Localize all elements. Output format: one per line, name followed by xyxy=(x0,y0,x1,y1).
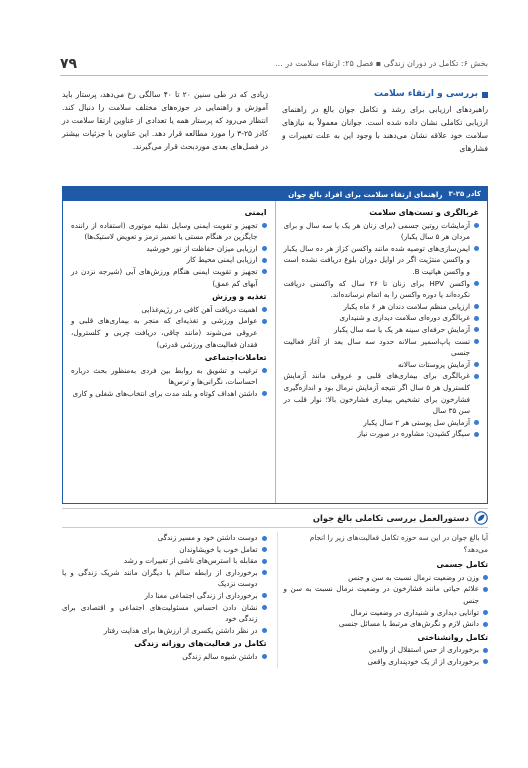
bullet-icon xyxy=(483,659,488,664)
list-item-text: در نظر داشتن یکسری از ارزش‌ها برای هدایت رفتار xyxy=(103,625,258,635)
box-right-column xyxy=(275,201,488,503)
list-item-text: تجهیز و تقویت ایمنی هنگام ورزش‌های آبی (شیرجه نزدن در آبهای کم عمق) xyxy=(71,266,258,288)
list-item xyxy=(62,532,267,544)
running-head: بخش ۶: تکامل در دوران زندگی ▪ فصل ۲۵: ارتقاء سلامت در ... xyxy=(275,59,488,68)
page-number: ۷۹ xyxy=(60,55,78,72)
list-item xyxy=(62,651,267,663)
list-item xyxy=(284,243,480,278)
list-item-text: آزمایشات روتین جسمی (برای زنان هر یک یا سه سال و برای مردان هر ۵ سال یکبار) xyxy=(283,220,470,242)
psych-continued-list xyxy=(62,532,267,636)
list-item xyxy=(62,590,267,602)
health-promotion-left-column xyxy=(62,88,268,155)
bullet-icon xyxy=(262,605,267,610)
nutrition-list xyxy=(71,304,267,350)
list-item-text: غربالگری برای بیماری‌های قلبی و عروقی مانند آزمایش کلسترول هر ۵ سال اگر نتیجه آزمایش نرمال بود و اندازه‌گیری فشارخون برای تشخیص بیماری فشارخون بالا؛ نوار قلب در سن ۳۵ سال xyxy=(283,371,470,416)
box-body xyxy=(63,201,487,503)
list-item xyxy=(62,567,267,590)
list-item xyxy=(284,359,480,371)
list-item-text: دانش لازم و نگرش‌های مرتبط با مسائل جنسی xyxy=(338,619,479,629)
bullet-icon xyxy=(262,559,267,564)
bullet-icon xyxy=(483,648,488,653)
bullet-icon xyxy=(262,246,267,251)
list-item-text: آزمایش پروستات سالانه xyxy=(398,359,470,369)
leaf-icon xyxy=(474,511,488,525)
bullet-icon xyxy=(262,654,267,659)
list-item-text: عوامل ورزشی و تغذیه‌ای که منجر به بیماری‌های قلبی و عروقی می‌شوند (مانند چاقی، دریافت چربی و کلسترول، فقدان فعالیت‌های ورزشی قدرتی) xyxy=(71,316,258,349)
psych-list xyxy=(284,644,489,667)
physical-list xyxy=(284,572,489,630)
bullet-icon xyxy=(262,223,267,228)
list-item xyxy=(284,607,489,619)
list-item xyxy=(71,388,267,400)
list-item xyxy=(71,266,267,289)
bullet-icon xyxy=(474,223,479,228)
box-caption xyxy=(63,187,487,201)
guide-right-column xyxy=(277,532,489,668)
list-item-text: برخورداری از حس استقلال از والدین xyxy=(368,645,479,655)
bullet-icon xyxy=(474,362,479,367)
list-item xyxy=(71,315,267,350)
list-item-text: سیگار کشیدن: مشاوره در صورت نیاز xyxy=(357,429,470,439)
safety-list xyxy=(71,220,267,290)
guide-title: دستورالعمل بررسی تکاملی بالغ جوان xyxy=(312,513,469,523)
square-bullet-icon xyxy=(482,92,488,98)
group-title: تکامل جسمی xyxy=(436,560,488,570)
bullet-icon xyxy=(262,258,267,263)
health-promotion-right-column xyxy=(282,88,488,155)
bullet-icon xyxy=(262,536,267,541)
daily-list xyxy=(62,651,267,663)
list-item-text: آزمایش حرفه‌ای سینه هر یک یا سه سال یکبار xyxy=(334,324,470,334)
bullet-icon xyxy=(262,307,267,312)
list-item-text: ارزیابی ایمنی محیط کار xyxy=(186,255,258,265)
list-item xyxy=(284,417,480,429)
section-heading-text: بررسی و ارتقاء سلامت xyxy=(374,89,478,99)
list-item xyxy=(284,370,480,416)
bullet-icon xyxy=(262,319,267,324)
group-title: تکامل در فعالیت‌های روزانه زندگی xyxy=(134,639,267,649)
list-item-text: وزن در وضعیت نرمال نسبت به سن و جنس xyxy=(348,572,479,582)
group-title: غربالگری و تست‌های سلامت xyxy=(369,208,479,217)
bullet-icon xyxy=(262,570,267,575)
list-item xyxy=(62,625,267,637)
list-item xyxy=(284,572,489,584)
bullet-icon xyxy=(474,327,479,332)
body-paragraph: راهبردهای ارزیابی برای رشد و تکامل جوان بالغ در راهنمای ارزیابی تکاملی نشان داده شده است. جوانان معمولاً به نیازهای سلامت خود علاقه نشان می‌دهند با وجود این به علت تغییرات و فشارهای xyxy=(282,105,488,153)
box-left-column xyxy=(63,201,275,503)
list-item xyxy=(284,644,489,656)
list-item-text: اهمیت دریافت آهن کافی در رژیم‌غذایی xyxy=(141,304,258,314)
bullet-icon xyxy=(474,246,479,251)
list-item-text: علائم حیاتی مانند فشارخون در وضعیت نرمال نسبت به سن و جنس xyxy=(283,584,479,605)
body-paragraph: زیادی که در طی سنین ۲۰ تا ۴۰ سالگی رخ می‌دهد، پرستار باید آموزش و راهنمایی در حوزه‌های مختلف سلامت را دنبال کند. انتظار می‌رود که پرستار همه یا تعدادی از عناوین ارتقا سلامت در کادر ۲۵-۳ را مورد مطالعه قرار دهد. این عناوین با جزئیات بیشتر در فصل‌های بعدی موردبحث قرار می‌گیرند. xyxy=(62,90,268,151)
list-item-text: واکسن HPV برای زنان تا ۲۶ سال که واکسنی دریافت نکرده‌اند یا دوره واکسن را به اتمام نرسانده‌اند. xyxy=(283,278,471,300)
list-item xyxy=(284,618,489,630)
list-item xyxy=(71,254,267,266)
list-item-text: مقابله با استرس‌های ناشی از تغییرات و رشد xyxy=(123,556,258,566)
list-item-text: داشتن شیوه سالم زندگی xyxy=(182,651,258,661)
guide-intro: آیا بالغ جوان در این سه حوزه تکامل فعالیت‌های زیر را انجام می‌دهد؟ xyxy=(309,533,488,554)
bullet-icon xyxy=(483,575,488,580)
group-title: تکامل روانشناختی xyxy=(417,632,488,642)
list-item xyxy=(284,583,489,606)
bullet-icon xyxy=(474,304,479,309)
guide-title-row xyxy=(62,508,488,528)
bullet-icon xyxy=(262,593,267,598)
health-promotion-section xyxy=(62,88,488,155)
list-item xyxy=(71,243,267,255)
bullet-icon xyxy=(483,587,488,592)
bullet-icon xyxy=(474,420,479,425)
group-title: تغذیه و ورزش xyxy=(212,292,267,302)
list-item xyxy=(284,301,480,313)
bullet-icon xyxy=(262,269,267,274)
group-title: ایمنی xyxy=(244,208,267,217)
list-item-text: غربالگری دوره‌ای سلامت دیداری و شنیداری xyxy=(339,313,470,323)
list-item-text: برخورداری از از یک خودپنداری واقعی xyxy=(367,656,479,666)
page-header xyxy=(60,52,488,76)
list-item xyxy=(284,220,480,243)
bullet-icon xyxy=(474,374,479,379)
list-item xyxy=(71,220,267,243)
health-promotion-box xyxy=(62,186,488,504)
list-item xyxy=(284,336,480,359)
list-item-text: ایمن‌سازی‌های توصیه شده مانند واکسن کزاز هر ده سال یکبار و واکسن منتژیت اگر در اوایل دوران بلوغ دریافت نشده است و واکسن هپاتیت B. xyxy=(283,243,470,276)
list-item xyxy=(284,278,480,301)
bullet-icon xyxy=(262,391,267,396)
screening-list xyxy=(284,220,480,440)
list-item-text: ارزیابی میزان حفاظت از نور خورشید xyxy=(146,243,258,253)
list-item-text: تجهیز و تقویت ایمنی وسایل نقلیه موتوری (استفاده از راننده جایگزین در هنگام مستی یا تعمیر ترمز و تعویض لاستیک‌ها) xyxy=(71,220,258,242)
bullet-icon xyxy=(474,281,479,286)
bullet-icon xyxy=(474,432,479,437)
box-number: کادر ۲۵-۳ xyxy=(448,190,481,198)
list-item xyxy=(284,312,480,324)
list-item xyxy=(284,428,480,440)
list-item-text: برخورداری از زندگی اجتماعی معنا دار xyxy=(144,590,258,600)
list-item-text: تعامل خوب با خویشاوندان xyxy=(179,544,258,554)
list-item-text: آزمایش سل پوستی هر ۲ سال یکبار xyxy=(363,417,470,427)
list-item-text: تست پاپ‌اسمیر سالانه حدود سه سال بعد از آغاز فعالیت جنسی xyxy=(283,336,470,358)
bullet-icon xyxy=(483,622,488,627)
bullet-icon xyxy=(262,368,267,373)
list-item-text: نشان دادن احساس مسئولیت‌های اجتماعی و اقتصادی برای زندگی خود xyxy=(62,602,258,624)
list-item xyxy=(62,544,267,556)
list-item-text: داشتن اهداف کوتاه و بلند مدت برای انتخاب‌های شغلی و کاری xyxy=(72,388,258,398)
list-item xyxy=(284,656,489,668)
bullet-icon xyxy=(474,339,479,344)
section-heading xyxy=(282,88,488,101)
list-item xyxy=(62,602,267,625)
development-guide xyxy=(62,532,488,668)
social-list xyxy=(71,365,267,400)
list-item xyxy=(71,365,267,388)
list-item-text: توانایی دیداری و شنیداری در وضعیت نرمال xyxy=(350,607,479,617)
bullet-icon xyxy=(483,610,488,615)
list-item xyxy=(71,304,267,316)
group-title: تعاملات‌اجتماعی xyxy=(204,353,267,363)
list-item-text: ارزیابی منظم سلامت دندان هر ۶ ماه یکبار xyxy=(343,301,470,311)
list-item-text: ترغیب و تشویق به روابط بین فردی به‌منظور بحث درباره احساسات، نگرانی‌ها و ترس‌ها xyxy=(71,365,258,387)
box-title: راهنمای ارتقاء سلامت برای افراد بالغ جوان xyxy=(288,189,443,199)
list-item-text: دوست داشتن خود و مسیر زندگی xyxy=(157,533,258,542)
guide-left-column xyxy=(62,532,267,668)
bullet-icon xyxy=(262,547,267,552)
list-item-text: برخورداری از رابطه سالم با دیگران مانند شریک زندگی و یا دوست نزدیک xyxy=(62,567,258,589)
bullet-icon xyxy=(474,316,479,321)
list-item xyxy=(284,324,480,336)
list-item xyxy=(62,555,267,567)
bullet-icon xyxy=(262,628,267,633)
